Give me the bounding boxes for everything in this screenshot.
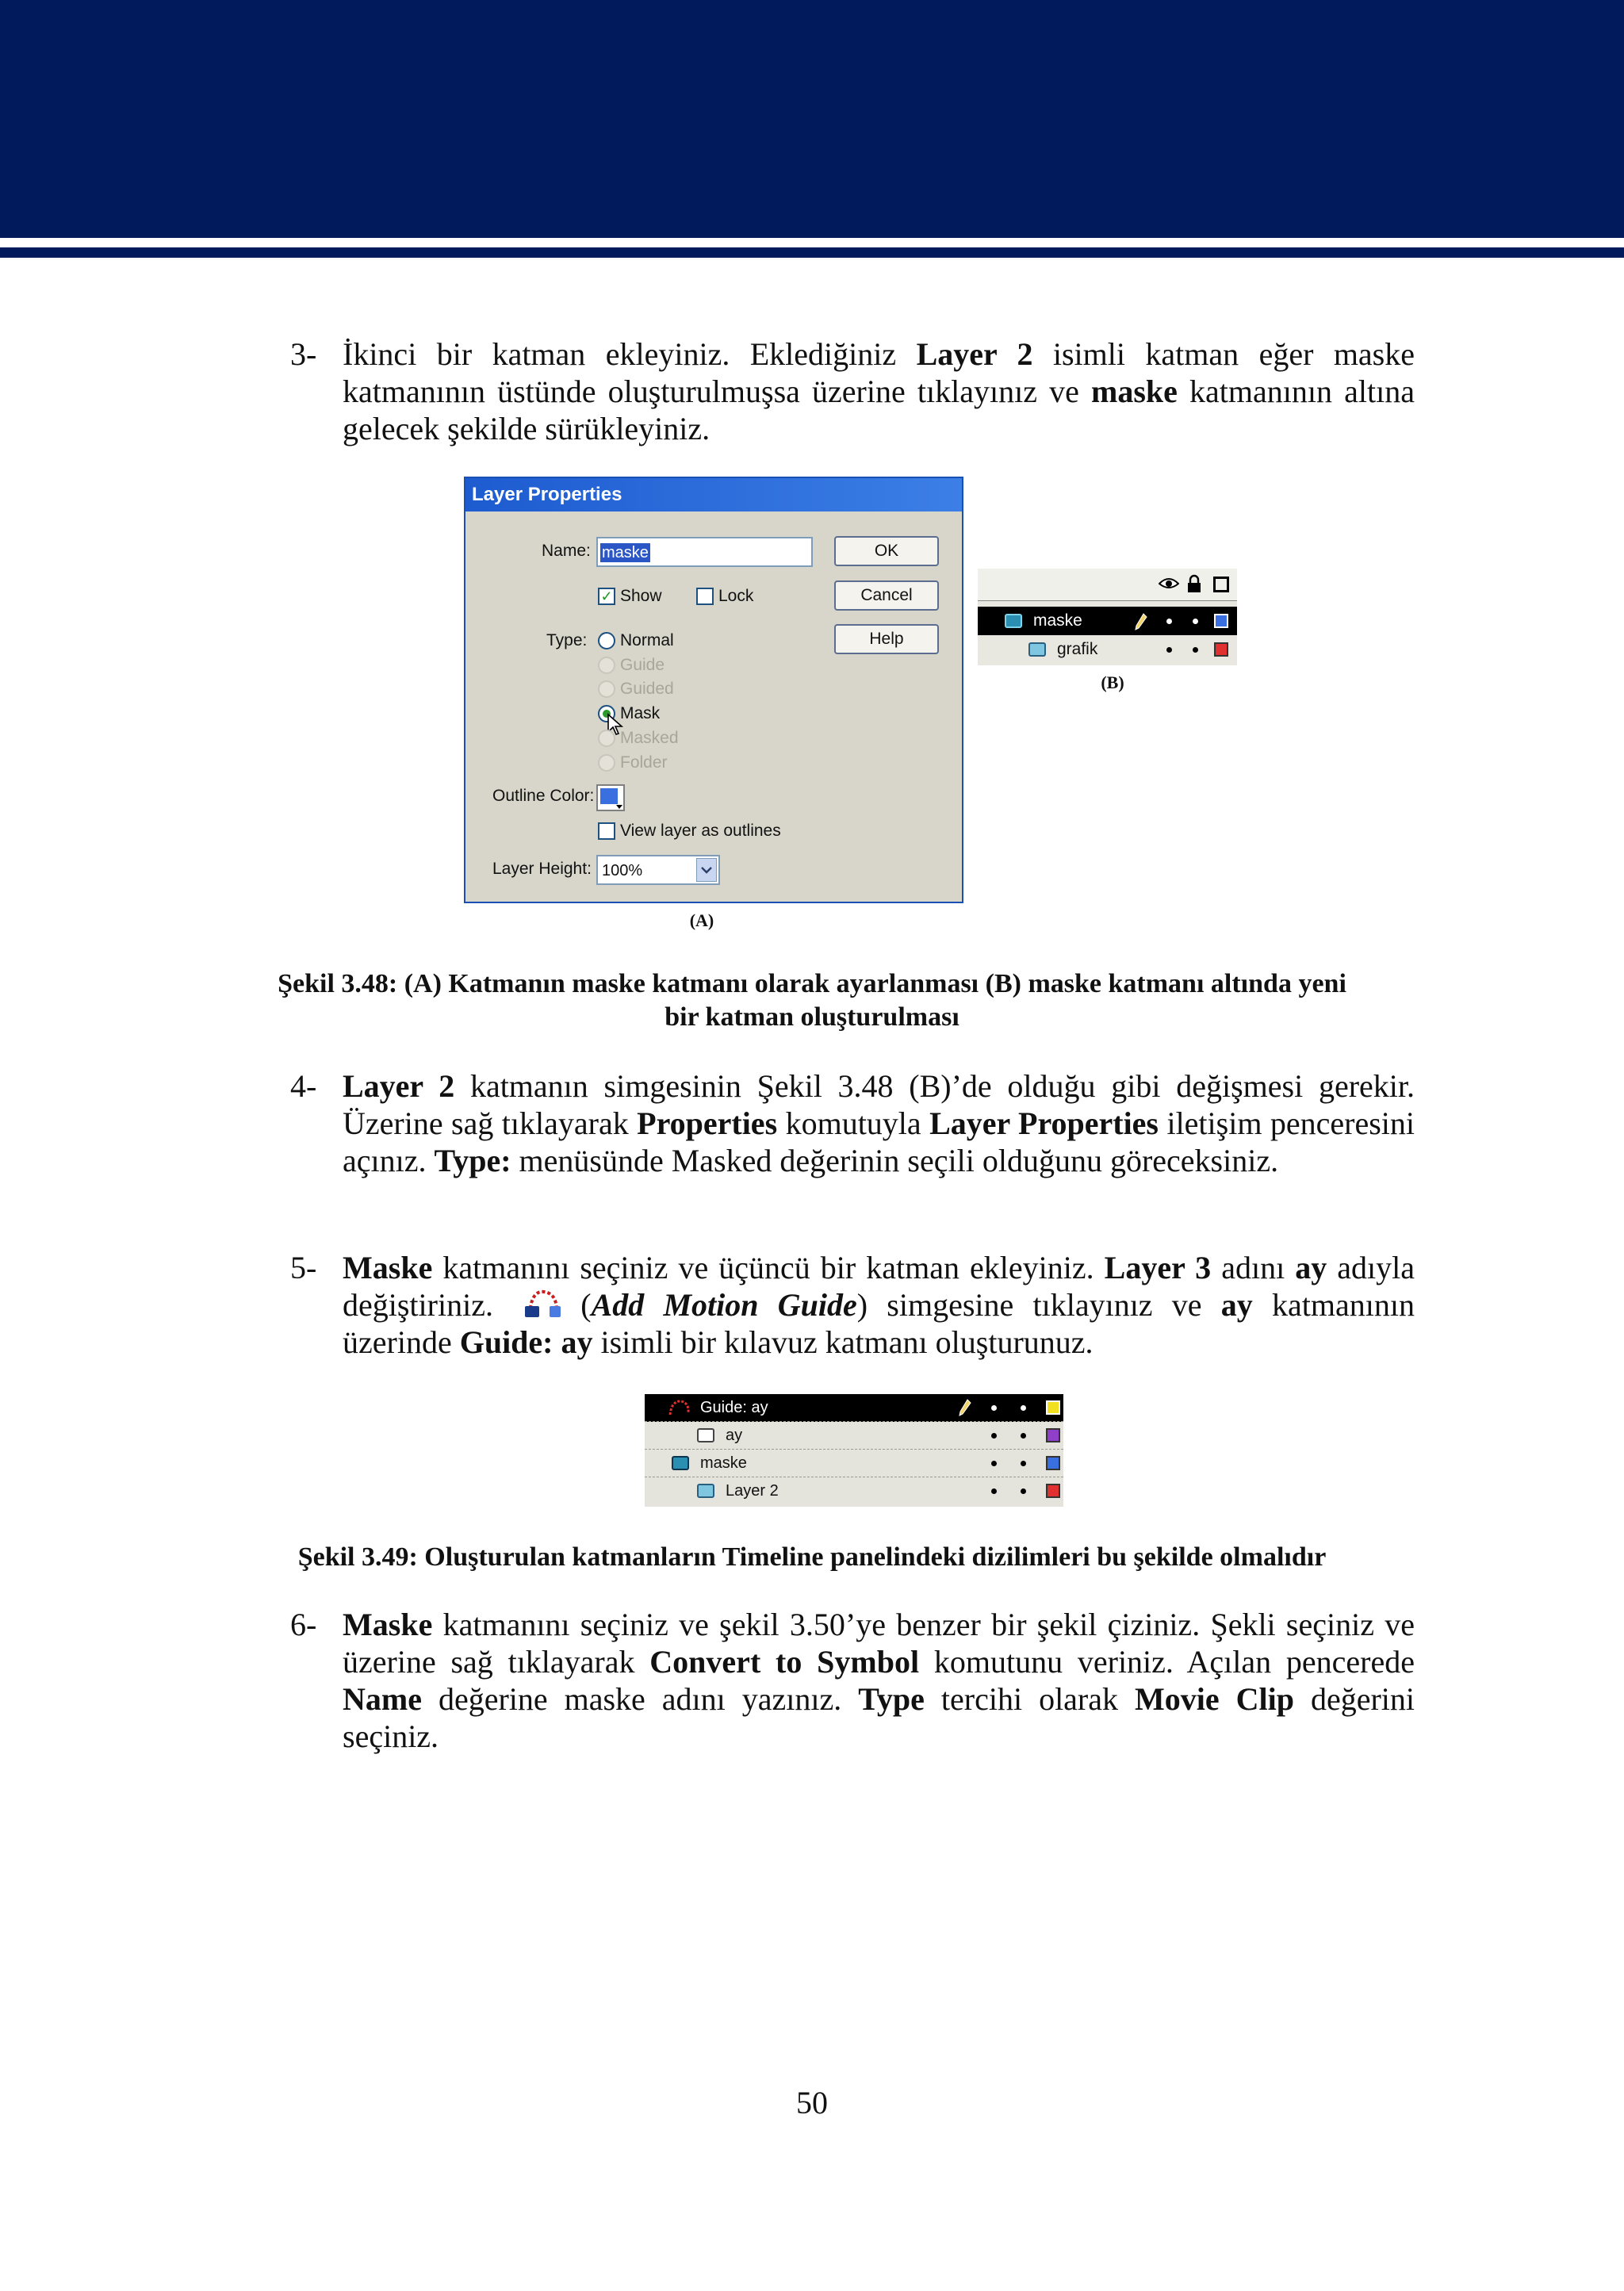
- step-text: İkinci bir katman ekleyiniz. Eklediğiniz Layer 2 isimli katman eğer maske katmanının üstünde oluşturulmuşsa üzerine tıklayınız ve maske katmanının altına gelecek şekilde sürükleyiniz.: [343, 336, 1415, 446]
- add-motion-guide-icon: [523, 1287, 563, 1319]
- timeline-panel: [645, 1394, 1063, 1507]
- help-button[interactable]: Help: [834, 624, 939, 654]
- view-outlines-label: View layer as outlines: [620, 822, 781, 840]
- timeline-row-layer-2[interactable]: [645, 1477, 1063, 1505]
- header-rule: [0, 247, 1624, 258]
- type-radio-normal[interactable]: [598, 632, 615, 649]
- page-number: 50: [796, 2085, 828, 2121]
- header-divider: [0, 238, 1624, 247]
- step-number: 6-: [290, 1607, 317, 1642]
- masked-layer-icon: [697, 1484, 714, 1498]
- lock-checkbox[interactable]: [696, 588, 714, 605]
- type-option-masked: Masked: [620, 729, 679, 747]
- masked-layer-icon: [1028, 642, 1046, 657]
- step-number: 4-: [290, 1068, 317, 1104]
- step-text: Layer 2 katmanın simgesinin Şekil 3.48 (B)’de olduğu gibi değişmesi gerekir. Üzerine sağ tıklayarak Properties komutuyla Layer Properties iletişim penceresini açınız. Type: menüsünde Masked değerinin seçili olduğunu göreceksiniz.: [343, 1068, 1415, 1178]
- ok-button[interactable]: OK: [834, 536, 939, 566]
- type-option-mask: Mask: [620, 704, 661, 722]
- view-outlines-checkbox[interactable]: [598, 822, 615, 840]
- step-number: 5-: [290, 1250, 317, 1285]
- layer-height-label: Layer Height:: [492, 860, 592, 878]
- outline-color-label: Outline Color:: [492, 787, 595, 805]
- pencil-icon: [1135, 613, 1147, 630]
- layer-color-swatch[interactable]: [1214, 614, 1228, 628]
- step-number: 3-: [290, 336, 317, 372]
- show-label: Show: [620, 587, 662, 605]
- type-option-folder: Folder: [620, 753, 668, 772]
- lock-label: Lock: [718, 587, 754, 605]
- timeline-row-maske[interactable]: [645, 1450, 1063, 1477]
- mask-layer-icon: [1005, 614, 1022, 628]
- timeline-row-ay[interactable]: [645, 1422, 1063, 1450]
- layer-height-select[interactable]: [596, 855, 720, 885]
- layer-name: Guide: ay: [700, 1399, 768, 1416]
- type-radio-guide[interactable]: [598, 657, 615, 674]
- dialog-title: Layer Properties: [465, 478, 962, 511]
- type-radio-masked[interactable]: [598, 730, 615, 747]
- layer-color-swatch[interactable]: [1046, 1484, 1060, 1498]
- motion-guide-icon: [667, 1399, 691, 1416]
- layer-name: maske: [1033, 611, 1082, 630]
- chevron-down-icon[interactable]: [696, 858, 717, 882]
- figure-a-label: (A): [689, 910, 714, 930]
- step-text: Maske katmanını seçiniz ve üçüncü bir katman ekleyiniz. Layer 3 adını ay adıyla değiştiriniz. (Add Motion Guide) simgesine tıklayınız ve ay katmanının üzerinde Guide: ay isimli bir kılavuz katmanı oluşturunuz.: [343, 1250, 1415, 1360]
- figure-349-caption: Şekil 3.49: Oluşturulan katmanların Timeline panelindeki dizilimleri bu şekilde olmalıdır: [297, 1542, 1327, 1572]
- mask-layer-icon: [672, 1456, 689, 1470]
- header-band: [0, 0, 1624, 238]
- timeline-row-guide-ay[interactable]: [645, 1394, 1063, 1422]
- type-option-guide: Guide: [620, 656, 665, 674]
- lock-icon[interactable]: [1186, 574, 1202, 593]
- layer-row-maske[interactable]: [978, 607, 1237, 635]
- layer-name: grafik: [1057, 640, 1098, 658]
- show-checkbox[interactable]: ✓: [598, 588, 615, 605]
- step-text: Maske katmanını seçiniz ve şekil 3.50’ye benzer bir şekil çiziniz. Şekli seçiniz ve üzerine sağ tıklayarak Convert to Symbol komutunu veriniz. Açılan pencerede Name değerine maske adını yazınız. Type tercihi olarak Movie Clip değerini seçiniz.: [343, 1607, 1415, 1754]
- outline-icon[interactable]: [1213, 577, 1229, 592]
- guided-layer-icon: [697, 1428, 714, 1442]
- type-label: Type:: [546, 631, 588, 649]
- pencil-icon: [959, 1399, 971, 1416]
- name-value: maske: [602, 544, 649, 561]
- figure-348-caption: Şekil 3.48: (A) Katmanın maske katmanı olarak ayarlanması (B) maske katmanı altında yeni bir katman oluşturulması: [278, 969, 1346, 1032]
- layer-name: ay: [726, 1427, 743, 1444]
- layer-color-swatch[interactable]: [1046, 1456, 1060, 1470]
- type-radio-guided[interactable]: [598, 680, 615, 698]
- figure-b-label: (B): [1101, 672, 1124, 692]
- panel-header: [978, 569, 1237, 601]
- layer-color-swatch[interactable]: [1214, 642, 1228, 657]
- layer-row-grafik[interactable]: [978, 635, 1237, 664]
- type-option-guided: Guided: [620, 680, 674, 698]
- layer-color-swatch[interactable]: [1046, 1400, 1060, 1415]
- layer-name: Layer 2: [726, 1482, 779, 1500]
- layer-panel-b: [978, 569, 1237, 665]
- name-label: Name:: [542, 542, 591, 560]
- type-radio-folder[interactable]: [598, 754, 615, 772]
- layer-name: maske: [700, 1454, 747, 1472]
- cancel-button[interactable]: Cancel: [834, 580, 939, 611]
- layer-height-value: 100%: [602, 862, 643, 879]
- layer-properties-dialog: [464, 477, 963, 903]
- type-option-normal: Normal: [620, 631, 674, 649]
- layer-color-swatch[interactable]: [1046, 1428, 1060, 1442]
- outline-color-swatch[interactable]: [596, 784, 625, 811]
- name-field[interactable]: [596, 537, 813, 567]
- eye-icon[interactable]: [1159, 577, 1179, 591]
